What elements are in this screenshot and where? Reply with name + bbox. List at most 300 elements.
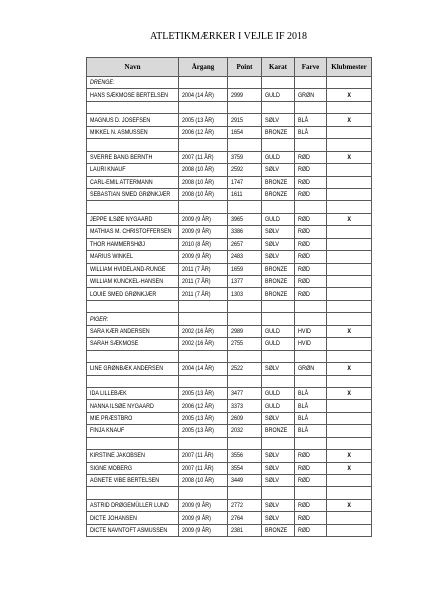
- cell-klubmester: [327, 338, 372, 350]
- empty-cell: [87, 300, 179, 312]
- cell-karat: [262, 475, 295, 487]
- cell-point: [228, 425, 262, 437]
- navn-value: WILLIAM KUNCKEL-HANSEN: [90, 278, 164, 286]
- karat-value: SØLV: [265, 116, 279, 124]
- blank-row: [87, 300, 372, 312]
- empty-cell: [327, 139, 372, 151]
- empty-cell: [228, 350, 262, 362]
- farve-value: RØD: [298, 240, 310, 248]
- empty-cell: [228, 437, 262, 449]
- cell-klubmester: [327, 226, 372, 238]
- cell-point: [228, 188, 262, 200]
- navn-value: MIKKEL N. ASMUSSEN: [90, 128, 148, 136]
- farve-value: GRØN: [298, 91, 315, 99]
- navn-value: HANS SÆKMOSE BERTELSEN: [90, 91, 169, 99]
- empty-cell: [327, 101, 372, 113]
- point-value: 3449: [231, 477, 243, 485]
- karat-value: SØLV: [265, 415, 279, 423]
- cell-navn: [87, 338, 179, 350]
- point-value: 2609: [231, 415, 243, 423]
- cell-karat: [262, 176, 295, 188]
- cell-farve: [295, 276, 327, 288]
- cell-point: [228, 276, 262, 288]
- navn-value: JEPPE ILSØE NYGAARD: [90, 216, 153, 224]
- cell-point: [228, 325, 262, 337]
- cell-klubmester: [327, 325, 372, 337]
- karat-value: SØLV: [265, 240, 279, 248]
- farve-value: RØD: [298, 253, 310, 261]
- empty-cell: [228, 101, 262, 113]
- empty-cell: [228, 201, 262, 213]
- cell-point: [228, 114, 262, 126]
- aargang-value: 2002 (16 ÅR): [182, 327, 214, 335]
- cell-point: [228, 263, 262, 275]
- navn-value: MARIUS WINKEL: [90, 253, 133, 261]
- farve-value: RØD: [298, 464, 310, 472]
- column-header-aargang: Årgang: [179, 58, 228, 77]
- cell-point: [228, 363, 262, 375]
- cell-navn: [87, 499, 179, 511]
- cell-klubmester: [327, 151, 372, 163]
- cell-klubmester: [327, 164, 372, 176]
- point-value: 1747: [231, 178, 243, 186]
- farve-value: RØD: [298, 153, 310, 161]
- aargang-value: 2011 (7 ÅR): [182, 278, 211, 286]
- table-row: [87, 425, 372, 437]
- cell-karat: [262, 387, 295, 399]
- cell-klubmester: [327, 524, 372, 536]
- aargang-value: 2004 (14 ÅR): [182, 91, 214, 99]
- cell-navn: [87, 251, 179, 263]
- table-row: [87, 462, 372, 474]
- point-value: 2522: [231, 365, 243, 373]
- empty-cell: [262, 313, 295, 325]
- blank-row: [87, 350, 372, 362]
- empty-cell: [295, 350, 327, 362]
- karat-value: SØLV: [265, 166, 279, 174]
- cell-point: [228, 338, 262, 350]
- empty-cell: [262, 300, 295, 312]
- point-value: 1303: [231, 290, 243, 298]
- cell-aargang: [179, 475, 228, 487]
- section-row: [87, 77, 372, 89]
- cell-point: [228, 499, 262, 511]
- navn-value: THOR HAMMERSHØJ: [90, 240, 145, 248]
- navn-value: FINJA KNAUF: [90, 427, 125, 435]
- cell-navn: [87, 89, 179, 101]
- table-row: [87, 276, 372, 288]
- point-value: 3386: [231, 228, 243, 236]
- klubmester-mark: X: [347, 153, 351, 161]
- table-row: [87, 325, 372, 337]
- table-row: [87, 499, 372, 511]
- aargang-value: 2005 (13 ÅR): [182, 116, 214, 124]
- aargang-value: 2008 (10 ÅR): [182, 477, 214, 485]
- cell-klubmester: [327, 288, 372, 300]
- empty-cell: [262, 77, 295, 89]
- karat-value: GULD: [265, 216, 280, 224]
- empty-cell: [179, 313, 228, 325]
- cell-farve: [295, 425, 327, 437]
- cell-karat: [262, 400, 295, 412]
- farve-value: BLÅ: [298, 427, 309, 435]
- table-row: [87, 164, 372, 176]
- cell-aargang: [179, 251, 228, 263]
- empty-cell: [179, 101, 228, 113]
- navn-value: WILLIAM HVIDELAND-RUNGE: [90, 265, 166, 273]
- cell-navn: [87, 288, 179, 300]
- section-label: DRENGE:: [90, 79, 115, 87]
- cell-karat: [262, 338, 295, 350]
- cell-navn: [87, 151, 179, 163]
- aargang-value: 2005 (13 ÅR): [182, 390, 214, 398]
- section-label-cell: [87, 313, 179, 325]
- aargang-value: 2009 (9 ÅR): [182, 228, 211, 236]
- farve-value: HVID: [298, 327, 311, 335]
- farve-value: RØD: [298, 278, 310, 286]
- empty-cell: [179, 300, 228, 312]
- blank-row: [87, 487, 372, 499]
- karat-value: BRONZE: [265, 178, 288, 186]
- klubmester-mark: X: [347, 327, 351, 335]
- farve-value: BLÅ: [298, 390, 309, 398]
- navn-value: SARAH SÆKMOSE: [90, 340, 139, 348]
- cell-point: [228, 213, 262, 225]
- cell-aargang: [179, 288, 228, 300]
- cell-karat: [262, 238, 295, 250]
- table-row: [87, 151, 372, 163]
- navn-value: DICTE JOHANSEN: [90, 514, 137, 522]
- point-value: 2989: [231, 327, 243, 335]
- table-row: [87, 213, 372, 225]
- table-row: [87, 475, 372, 487]
- cell-klubmester: [327, 251, 372, 263]
- karat-value: GULD: [265, 390, 280, 398]
- cell-point: [228, 412, 262, 424]
- point-value: 1659: [231, 265, 243, 273]
- point-value: 2999: [231, 91, 243, 99]
- klubmester-mark: X: [347, 464, 351, 472]
- aargang-value: 2009 (9 ÅR): [182, 502, 211, 510]
- cell-navn: [87, 238, 179, 250]
- cell-farve: [295, 400, 327, 412]
- cell-karat: [262, 226, 295, 238]
- aargang-value: 2010 (8 ÅR): [182, 240, 211, 248]
- point-value: 2381: [231, 526, 243, 534]
- cell-farve: [295, 450, 327, 462]
- cell-klubmester: [327, 213, 372, 225]
- karat-value: SØLV: [265, 502, 279, 510]
- empty-cell: [179, 350, 228, 362]
- cell-point: [228, 400, 262, 412]
- aargang-value: 2005 (13 ÅR): [182, 415, 214, 423]
- navn-value: MIE PRÆSTBRO: [90, 415, 133, 423]
- cell-navn: [87, 425, 179, 437]
- cell-karat: [262, 251, 295, 263]
- aargang-value: 2007 (11 ÅR): [182, 464, 214, 472]
- cell-klubmester: [327, 363, 372, 375]
- farve-value: RØD: [298, 452, 310, 460]
- navn-value: KIRSTINE JAKOBSEN: [90, 452, 145, 460]
- cell-farve: [295, 499, 327, 511]
- cell-aargang: [179, 164, 228, 176]
- empty-cell: [87, 201, 179, 213]
- empty-cell: [327, 350, 372, 362]
- section-row: [87, 313, 372, 325]
- farve-value: BLÅ: [298, 415, 309, 423]
- cell-farve: [295, 226, 327, 238]
- cell-aargang: [179, 450, 228, 462]
- empty-cell: [327, 201, 372, 213]
- farve-value: BLÅ: [298, 402, 309, 410]
- cell-karat: [262, 151, 295, 163]
- farve-value: BLÅ: [298, 116, 309, 124]
- table-row: [87, 363, 372, 375]
- empty-cell: [295, 101, 327, 113]
- aargang-value: 2004 (14 ÅR): [182, 365, 214, 373]
- point-value: 3556: [231, 452, 243, 460]
- column-header-klubmester: Klubmester: [327, 58, 372, 77]
- point-value: 2915: [231, 116, 243, 124]
- cell-point: [228, 387, 262, 399]
- navn-value: SVERRE BANG BERNTH: [90, 153, 153, 161]
- karat-value: SØLV: [265, 452, 279, 460]
- aargang-value: 2006 (12 ÅR): [182, 128, 214, 136]
- karat-value: SØLV: [265, 464, 279, 472]
- cell-point: [228, 450, 262, 462]
- empty-cell: [87, 487, 179, 499]
- cell-klubmester: [327, 512, 372, 524]
- empty-cell: [179, 437, 228, 449]
- empty-cell: [228, 300, 262, 312]
- section-label-cell: [87, 77, 179, 89]
- empty-cell: [295, 201, 327, 213]
- cell-farve: [295, 524, 327, 536]
- cell-karat: [262, 412, 295, 424]
- empty-cell: [262, 101, 295, 113]
- table-row: [87, 176, 372, 188]
- aargang-value: 2008 (10 ÅR): [182, 178, 214, 186]
- empty-cell: [327, 313, 372, 325]
- cell-navn: [87, 524, 179, 536]
- klubmester-mark: X: [347, 216, 351, 224]
- cell-aargang: [179, 114, 228, 126]
- cell-farve: [295, 164, 327, 176]
- cell-klubmester: [327, 387, 372, 399]
- cell-navn: [87, 400, 179, 412]
- farve-value: RØD: [298, 265, 310, 273]
- empty-cell: [295, 300, 327, 312]
- klubmester-mark: X: [347, 452, 351, 460]
- cell-aargang: [179, 412, 228, 424]
- karat-value: BRONZE: [265, 128, 288, 136]
- cell-navn: [87, 276, 179, 288]
- cell-farve: [295, 363, 327, 375]
- navn-value: SARA KÆR ANDERSEN: [90, 327, 150, 335]
- cell-navn: [87, 226, 179, 238]
- navn-value: MAGNUS D. JOSEFSEN: [90, 116, 151, 124]
- aargang-value: 2009 (9 ÅR): [182, 526, 211, 534]
- cell-karat: [262, 325, 295, 337]
- point-value: 3965: [231, 216, 243, 224]
- table-row: [87, 524, 372, 536]
- point-value: 3373: [231, 402, 243, 410]
- karat-value: SØLV: [265, 365, 279, 373]
- cell-aargang: [179, 176, 228, 188]
- empty-cell: [295, 313, 327, 325]
- farve-value: RØD: [298, 502, 310, 510]
- farve-value: RØD: [298, 228, 310, 236]
- navn-value: LINE GRØNBÆK ANDERSEN: [90, 365, 164, 373]
- empty-cell: [228, 375, 262, 387]
- cell-navn: [87, 213, 179, 225]
- aargang-value: 2007 (11 ÅR): [182, 452, 214, 460]
- navn-value: ASTRID DRØGEMÜLLER LUND: [90, 502, 169, 510]
- cell-navn: [87, 462, 179, 474]
- cell-aargang: [179, 524, 228, 536]
- karat-value: GULD: [265, 153, 280, 161]
- empty-cell: [327, 437, 372, 449]
- cell-aargang: [179, 263, 228, 275]
- cell-farve: [295, 176, 327, 188]
- aargang-value: 2006 (12 ÅR): [182, 402, 214, 410]
- blank-row: [87, 201, 372, 213]
- cell-aargang: [179, 188, 228, 200]
- aargang-value: 2009 (9 ÅR): [182, 514, 211, 522]
- farve-value: RØD: [298, 216, 310, 224]
- karat-value: BRONZE: [265, 278, 288, 286]
- cell-klubmester: [327, 188, 372, 200]
- table-row: [87, 400, 372, 412]
- karat-value: SØLV: [265, 253, 279, 261]
- empty-cell: [262, 139, 295, 151]
- klubmester-mark: X: [347, 502, 351, 510]
- cell-farve: [295, 387, 327, 399]
- aargang-value: 2011 (7 ÅR): [182, 290, 211, 298]
- empty-cell: [327, 77, 372, 89]
- karat-value: SØLV: [265, 477, 279, 485]
- blank-row: [87, 437, 372, 449]
- blank-row: [87, 139, 372, 151]
- cell-navn: [87, 412, 179, 424]
- cell-klubmester: [327, 126, 372, 138]
- table-row: [87, 450, 372, 462]
- cell-point: [228, 226, 262, 238]
- aargang-value: 2007 (11 ÅR): [182, 153, 214, 161]
- point-value: 1377: [231, 278, 243, 286]
- karat-value: GULD: [265, 402, 280, 410]
- table-row: [87, 114, 372, 126]
- cell-klubmester: [327, 89, 372, 101]
- cell-klubmester: [327, 176, 372, 188]
- klubmester-mark: X: [347, 91, 351, 99]
- cell-navn: [87, 114, 179, 126]
- cell-navn: [87, 176, 179, 188]
- cell-klubmester: [327, 114, 372, 126]
- empty-cell: [179, 487, 228, 499]
- cell-navn: [87, 325, 179, 337]
- empty-cell: [87, 437, 179, 449]
- cell-farve: [295, 412, 327, 424]
- aargang-value: 2002 (16 ÅR): [182, 340, 214, 348]
- farve-value: GRØN: [298, 365, 315, 373]
- cell-klubmester: [327, 475, 372, 487]
- table-row: [87, 288, 372, 300]
- aargang-value: 2009 (9 ÅR): [182, 253, 211, 261]
- cell-navn: [87, 164, 179, 176]
- cell-aargang: [179, 512, 228, 524]
- empty-cell: [228, 487, 262, 499]
- navn-value: CARL-EMIL ATTERMANN: [90, 178, 153, 186]
- karat-value: GULD: [265, 340, 280, 348]
- empty-cell: [228, 139, 262, 151]
- farve-value: RØD: [298, 178, 310, 186]
- cell-karat: [262, 363, 295, 375]
- empty-cell: [228, 313, 262, 325]
- cell-karat: [262, 114, 295, 126]
- table-row: [87, 226, 372, 238]
- cell-karat: [262, 126, 295, 138]
- navn-value: SIGNE MOBERG: [90, 464, 133, 472]
- empty-cell: [262, 375, 295, 387]
- navn-value: LOUIE SMED GRØNKJÆR: [90, 290, 157, 298]
- cell-karat: [262, 499, 295, 511]
- cell-karat: [262, 512, 295, 524]
- cell-aargang: [179, 325, 228, 337]
- cell-navn: [87, 450, 179, 462]
- cell-karat: [262, 288, 295, 300]
- cell-navn: [87, 363, 179, 375]
- cell-aargang: [179, 387, 228, 399]
- cell-karat: [262, 524, 295, 536]
- empty-cell: [295, 487, 327, 499]
- empty-cell: [262, 487, 295, 499]
- empty-cell: [179, 375, 228, 387]
- farve-value: HVID: [298, 340, 311, 348]
- cell-point: [228, 151, 262, 163]
- column-header-farve: Farve: [295, 58, 327, 77]
- cell-farve: [295, 338, 327, 350]
- empty-cell: [179, 139, 228, 151]
- cell-karat: [262, 263, 295, 275]
- cell-farve: [295, 512, 327, 524]
- cell-klubmester: [327, 400, 372, 412]
- cell-karat: [262, 276, 295, 288]
- cell-aargang: [179, 151, 228, 163]
- cell-karat: [262, 188, 295, 200]
- cell-klubmester: [327, 276, 372, 288]
- karat-value: BRONZE: [265, 427, 288, 435]
- aargang-value: 2009 (9 ÅR): [182, 216, 211, 224]
- karat-value: GULD: [265, 327, 280, 335]
- farve-value: RØD: [298, 166, 310, 174]
- cell-aargang: [179, 400, 228, 412]
- cell-aargang: [179, 238, 228, 250]
- farve-value: RØD: [298, 526, 310, 534]
- cell-point: [228, 462, 262, 474]
- point-value: 2772: [231, 502, 243, 510]
- empty-cell: [295, 375, 327, 387]
- cell-aargang: [179, 462, 228, 474]
- cell-klubmester: [327, 412, 372, 424]
- cell-point: [228, 524, 262, 536]
- cell-aargang: [179, 89, 228, 101]
- cell-navn: [87, 387, 179, 399]
- karat-value: BRONZE: [265, 191, 288, 199]
- cell-farve: [295, 251, 327, 263]
- cell-navn: [87, 188, 179, 200]
- cell-aargang: [179, 499, 228, 511]
